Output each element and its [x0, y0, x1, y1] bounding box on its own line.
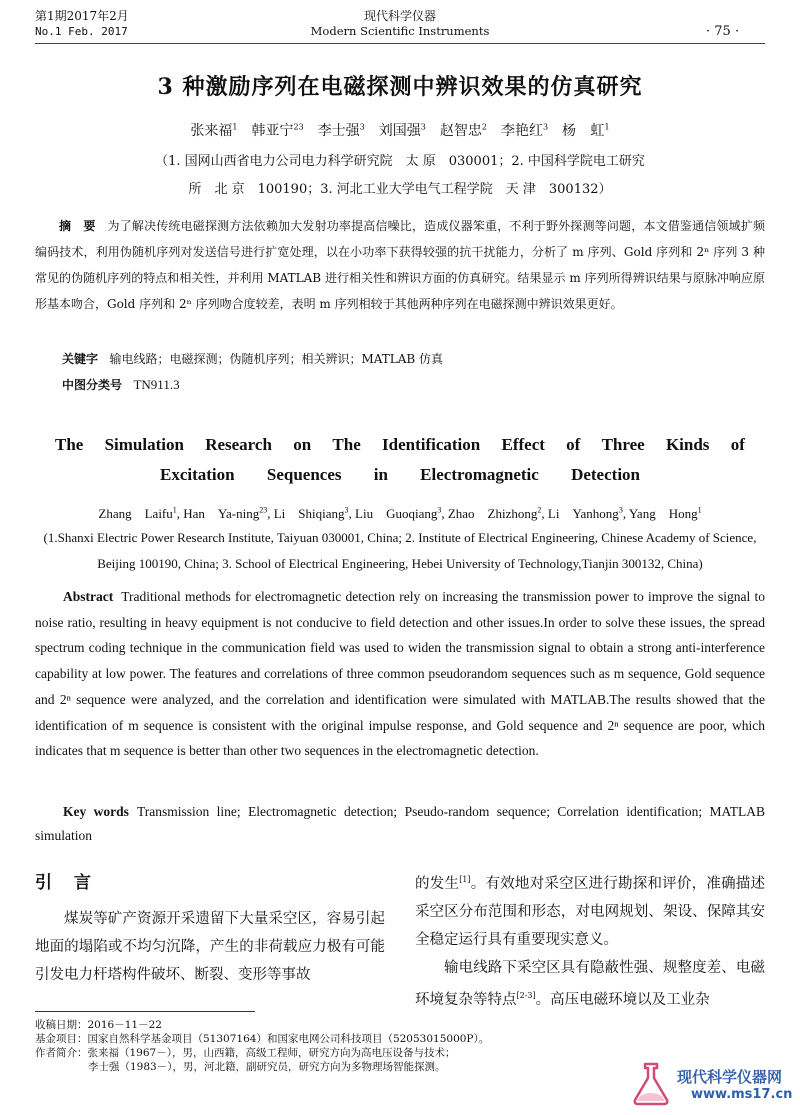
abstract-cn: [35, 213, 765, 317]
author-affiliation-mark: 2: [481, 122, 487, 132]
author-bio-1: 作者简介：张来福（1967－），男，山西籍，高级工程师，研究方向为高电压设备与技术；: [35, 1047, 456, 1059]
title-word: Sequences: [266, 465, 342, 484]
clc-number: [62, 376, 180, 393]
title-word: of: [730, 435, 745, 454]
author-affiliation-mark: 3: [618, 505, 623, 515]
title-word: Detection: [571, 465, 640, 484]
journal-cn: 现代科学仪器: [363, 9, 436, 23]
affiliation-cn-line2: 所 北 京 100190；3. 河北工业大学电气工程学院 天 津 300132）: [188, 182, 612, 197]
author-affiliation-mark: 3: [344, 505, 349, 515]
author-name: 赵智忠: [439, 123, 482, 139]
author-name: 刘国强: [378, 123, 421, 139]
citation-ref: [1]: [459, 875, 471, 884]
keywords-cn-text: 输电线路；电磁探测；伪随机序列；相关辨识；MATLAB 仿真: [109, 352, 444, 366]
affiliation-en-line2: Beijing 100190, China; 3. School of Electrical Engineering, Hebei University of Technology,Tianjin 300132, China): [97, 556, 703, 571]
keywords-en-label: Key words: [63, 804, 129, 819]
title-word: Simulation: [104, 435, 184, 454]
text-run: 的发生: [415, 875, 460, 892]
title-word: in: [373, 465, 388, 484]
author-affiliation-mark: 1: [172, 505, 177, 515]
received-date: 收稿日期：2016－11－22: [35, 1019, 162, 1031]
paragraph: [415, 866, 765, 954]
clc-label: 中图分类号: [62, 378, 123, 392]
author-name: 李艳红: [500, 123, 543, 139]
watermark-title: 现代科学仪器网: [677, 1068, 783, 1086]
text-run: 。有效地对采空区进行勘探和评价，准确描述采空区分布范围和形态，对电网规划、架设、保障其安全稳定运行具有重要现实意义。: [415, 875, 766, 948]
authors-cn: [35, 120, 765, 140]
title-word: Kinds: [665, 435, 710, 454]
site-watermark: [625, 1060, 795, 1108]
running-header-journal: [300, 9, 500, 39]
running-header-issue: [35, 9, 129, 39]
author-name: Zhang Laifu: [98, 506, 173, 521]
author-affiliation-mark: 3: [420, 122, 426, 132]
author-name: Li Yanhong: [547, 506, 619, 521]
author-name: 韩亚宁: [251, 123, 294, 139]
header-rule: [35, 43, 765, 44]
author-affiliation-mark: 23: [293, 122, 304, 132]
abstract-cn-text: 为了解决传统电磁探测方法依赖加大发射功率提高信噪比，造成仪器笨重，不利于野外探测等问题，本文借鉴通信领域扩频编码技术，利用伪随机序列对发送信号进行扩宽处理，以在小功率下获得较强的抗干扰能力，分析了 m 序列、Gold 序列和 2ⁿ 序列 3 种常见的伪随机序列的特点和相关性，并利用 MATLAB 进行相关性和辨识方面的仿真研究。结果显示 m 序列所得辨识结果与原脉冲响应原形基本吻合，Gold 序列和 2ⁿ 序列吻合度较差，表明 m 序列相较于其他两种序列在电磁探测中辨识效果更好。: [35, 219, 765, 311]
title-word: The: [332, 435, 361, 454]
abstract-en-label: Abstract: [63, 589, 114, 604]
keywords-en: [35, 800, 765, 848]
paragraph: 煤炭等矿产资源开采遗留下大量采空区，容易引起地面的塌陷或不均匀沉降，产生的非荷载应力极有可能引发电力杆塔构件破坏、断裂、变形等事故: [35, 911, 385, 983]
title-word: on: [293, 435, 312, 454]
body-column-right: [415, 866, 765, 1014]
author-name: 杨 虹: [562, 123, 605, 139]
footnotes: [35, 1018, 635, 1074]
affiliation-en-line1: (1.Shanxi Electric Power Research Institute, Taiyuan 030001, China; 2. Institute of Electrical Engineering, Chinese Academy of Science,: [43, 530, 757, 545]
body-column-left: [35, 905, 385, 989]
abstract-en: [35, 584, 765, 764]
title-word: Excitation: [160, 465, 235, 484]
title-cn: 3 种激励序列在电磁探测中辨识效果的仿真研究: [157, 74, 643, 100]
title-word: Electromagnetic: [420, 465, 539, 484]
author-affiliation-mark: 1: [232, 122, 238, 132]
funding-note: 基金项目：国家自然科学基金项目（51307164）和国家电网公司科技项目（52053015000P）。: [35, 1033, 490, 1045]
abstract-en-text: Traditional methods for electromagnetic detection rely on increasing the transmission power to improve the signal to noise ratio, resulting in heavy equipment is not conducive to field detection and other issues.In order to solve these issues, the spread spectrum coding technique in the communication field was used to widen the transmission signal to obtain a strong anti-interference capability at low power. The features and correlations of three common pseudorandom sequences such as m sequence, Gold sequence and 2ⁿ sequence were analyzed, and the correlation and identification were simulated with MATLAB.The results showed that the identification of m sequence is consistent with the original impulse response, and Gold sequence and 2ⁿ sequence are poor, which indicates that m sequence is better than other two sequences in the electromagnetic detection.: [35, 589, 765, 759]
author-name: 张来福: [190, 123, 233, 139]
author-affiliation-mark: 2: [537, 505, 542, 515]
title-word: Three: [601, 435, 645, 454]
author-name: Li Shiqiang: [273, 506, 345, 521]
title-word: Identification: [382, 435, 481, 454]
author-affiliation-mark: 23: [259, 505, 268, 515]
author-affiliation-mark: 1: [604, 122, 610, 132]
keywords-cn: [62, 350, 443, 367]
author-name: Liu Guoqiang: [355, 506, 438, 521]
author-affiliation-mark: 3: [542, 122, 549, 132]
watermark-url: www.ms17.cn: [691, 1087, 793, 1102]
citation-ref: [2-3]: [516, 990, 536, 1000]
author-name: 李士强: [317, 123, 360, 139]
title-word: Research: [205, 435, 272, 454]
author-name: Yang Hong: [628, 506, 698, 521]
title-word: The: [55, 435, 84, 454]
keywords-cn-label: 关键字: [62, 352, 99, 366]
title-word: of: [566, 435, 581, 454]
section-heading-intro: 引 言: [35, 873, 99, 893]
text-run: 输电线路下采空区具有隐蔽性强、规整度差、电磁环境复杂等特点: [415, 959, 765, 1008]
watermark-flask-icon: [627, 1060, 675, 1108]
footnote-rule: [35, 1011, 255, 1012]
paragraph: [415, 954, 765, 1014]
author-name: Han Ya-ning: [183, 506, 260, 521]
author-affiliation-mark: 1: [697, 505, 702, 515]
text-run: 。高压电磁环境以及工业杂: [535, 991, 710, 1008]
clc-value: TN911.3: [133, 377, 180, 392]
issue-en: No.1 Feb. 2017: [35, 25, 128, 38]
author-affiliation-mark: 3: [359, 122, 365, 132]
keywords-en-text: Transmission line; Electromagnetic detection; Pseudo-random sequence; Correlation identification; MATLAB simulation: [35, 804, 766, 843]
title-word: Effect: [501, 435, 545, 454]
author-affiliation-mark: 3: [437, 505, 442, 515]
issue-cn: 第1期2017年2月: [35, 9, 129, 23]
title-en: [35, 430, 765, 490]
author-name: Zhao Zhizhong: [447, 506, 538, 521]
page-number: · 75 ·: [706, 24, 740, 39]
author-bio-2: 李士强（1983－），男，河北籍，副研究员，研究方向为多物理场智能探测。: [88, 1061, 446, 1073]
affiliation-cn-line1: （1. 国网山西省电力公司电力科学研究院 太 原 030001；2. 中国科学院电工研究: [155, 154, 645, 169]
journal-en: Modern Scientific Instruments: [310, 24, 490, 38]
title-en-line2: [160, 460, 640, 490]
authors-en: Zhang Laifu$^1$, Han Ya-ning$^{23}$, Li Shiqiang$^3$, Liu Guoqiang$^3$, Zhao Zhizhong$^2$, Li Yanhong$^3$, Yang Hong$^1$: [98, 505, 702, 521]
abstract-cn-label: 摘 要: [59, 219, 96, 233]
title-en-line1: [55, 430, 745, 460]
